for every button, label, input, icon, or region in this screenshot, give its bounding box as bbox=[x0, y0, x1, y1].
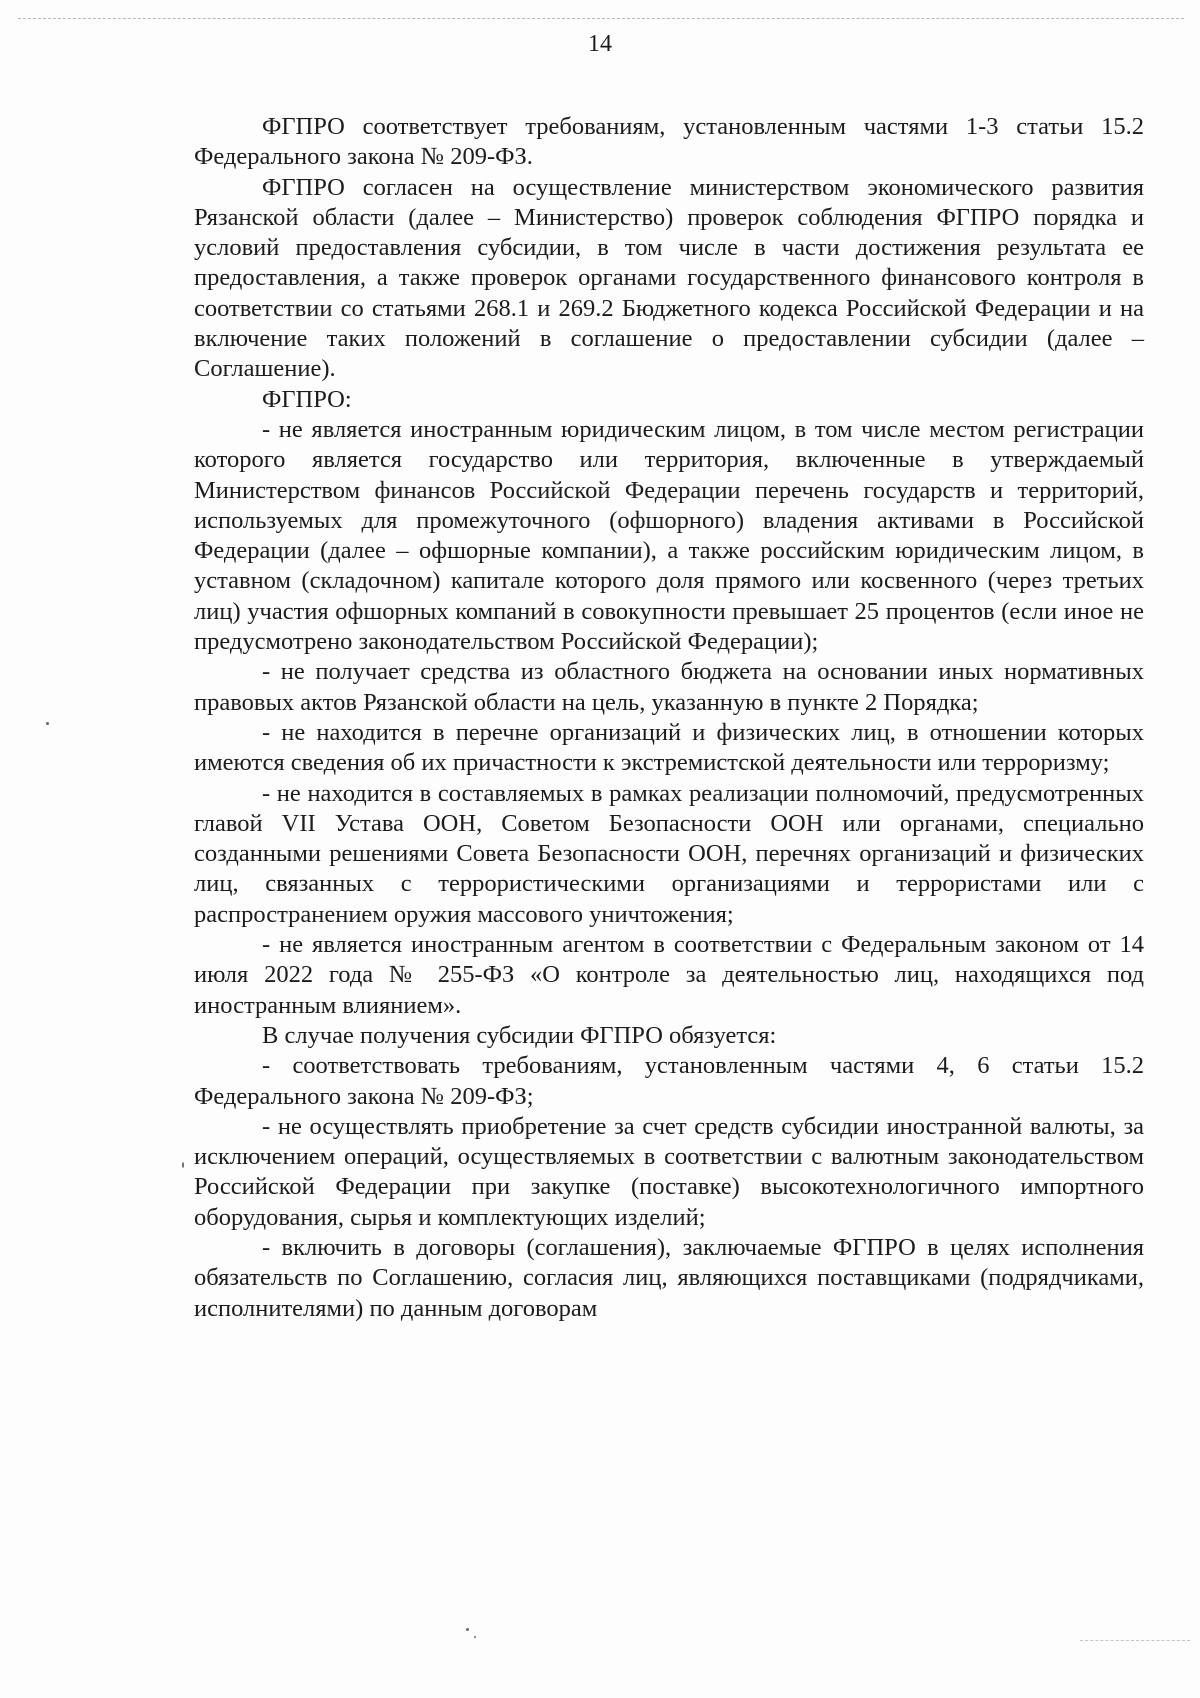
paragraph-comply-requirements: - соответствовать требованиям, установленным частями 4, 6 статьи 15.2 Федерального закона № 209-ФЗ; bbox=[194, 1052, 1144, 1110]
paragraph-obligations-heading: В случае получения субсидии ФГПРО обязуется: bbox=[262, 1021, 777, 1049]
paragraph-no-other-funds: - не получает средства из областного бюджета на основании иных нормативных правовых актов Рязанской области на цель, указанную в пункте 2 Порядка; bbox=[194, 658, 1144, 716]
paragraph-consent: ФГПРО согласен на осуществление министерством экономического развития Рязанской области (далее – Министерство) проверок соблюдения ФГПРО порядка и условий предоставления субсидии, в том числе в части достижения результата ее предоставления, а также проверок органами государственного финансового контроля в соответствии со статьями 268.1 и 269.2 Бюджетного кодекса Российской Федерации и на включение таких положений в соглашение о предоставлении субсидии (далее – Соглашение). bbox=[194, 173, 1144, 383]
paragraph-not-foreign-agent: - не является иностранным агентом в соответствии с Федеральным законом от 14 июля 2022 года № 255-ФЗ «О контроле за деятельностью лиц, находящихся под иностранным влиянием». bbox=[194, 931, 1144, 1019]
page-number: 14 bbox=[588, 31, 612, 57]
scan-speck bbox=[46, 722, 49, 725]
paragraph-not-un-list: - не находится в составляемых в рамках реализации полномочий, предусмотренных главой VII Устава ООН, Советом Безопасности ООН или органами, специально созданными решениями Совета Безопасности ООН, перечнях организаций и физических лиц, связанных с террористическими организациями и террористами или с распространением оружия массового уничтожения; bbox=[194, 779, 1144, 928]
paragraph-fgpro-heading: ФГПРО: bbox=[262, 385, 352, 413]
paragraph-include-consents: - включить в договоры (соглашения), заключаемые ФГПРО в целях исполнения обязательств по Соглашению, согласия лиц, являющихся поставщиками (подрядчиками, исполнителями) по данным договорам bbox=[194, 1233, 1144, 1322]
scan-speck bbox=[182, 1162, 184, 1168]
scan-edge-top bbox=[18, 18, 1184, 19]
paragraph-not-foreign-entity: - не является иностранным юридическим лицом, в том числе местом регистрации которого является государство или территория, включенные в утверждаемый Министерством финансов Российской Федерации перечень государств и территорий, используемых для промежуточного (офшорного) владения активами в Российской Федерации (далее – офшорные компании), а также российским юридическим лицом, в уставном (складочном) капитале которого доля прямого или косвенного (через третьих лиц) участия офшорных компаний в совокупности превышает 25 процентов (если иное не предусмотрено законодательством Российской Федерации); bbox=[194, 415, 1144, 656]
scan-speck bbox=[466, 1628, 469, 1631]
scan-edge-bottom-right bbox=[1080, 1640, 1190, 1641]
paragraph-not-extremist-list: - не находится в перечне организаций и физических лиц, в отношении которых имеются сведения об их причастности к экстремистской деятельности или терроризму; bbox=[194, 718, 1144, 777]
paragraph-requirements: ФГПРО соответствует требованиям, установленным частями 1-3 статьи 15.2 Федерального закона № 209-ФЗ. bbox=[194, 113, 1144, 171]
document-body bbox=[194, 112, 1144, 1324]
paragraph-no-foreign-currency: - не осуществлять приобретение за счет средств субсидии иностранной валюты, за исключением операций, осуществляемых в соответствии с валютным законодательством Российской Федерации при закупке (поставке) высокотехнологичного импортного оборудования, сырья и комплектующих изделий; bbox=[194, 1112, 1144, 1231]
scan-speck bbox=[474, 1636, 476, 1638]
